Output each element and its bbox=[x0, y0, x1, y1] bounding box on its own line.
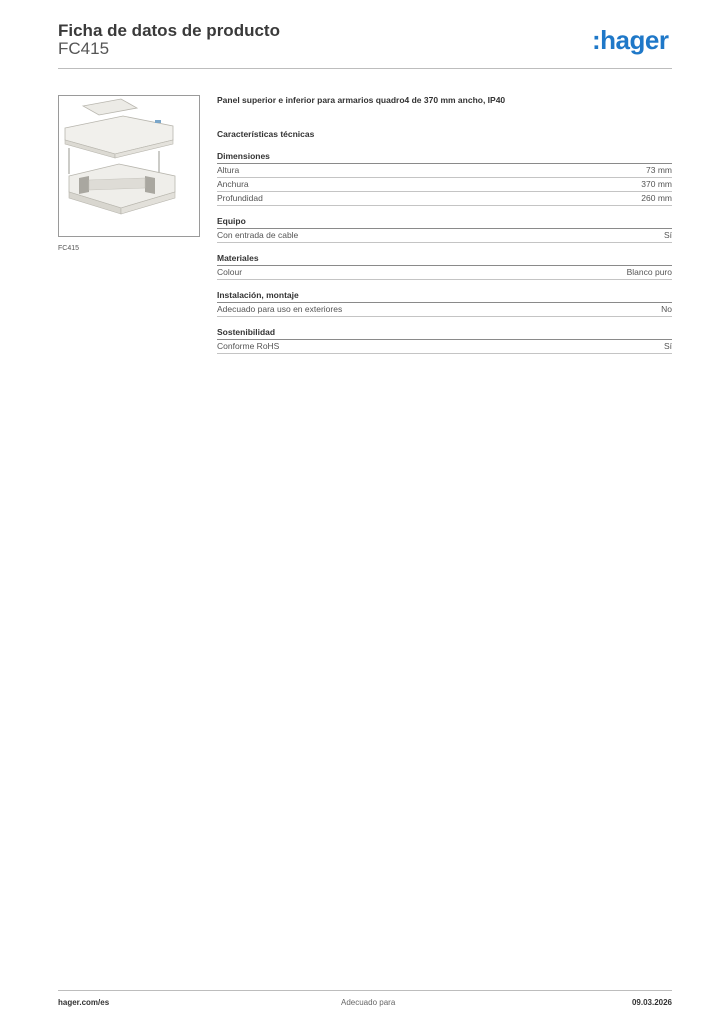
spec-row bbox=[217, 192, 672, 206]
section-materiales bbox=[217, 253, 672, 280]
footer-website-link[interactable]: hager.com/es bbox=[58, 998, 110, 1007]
section-equipo bbox=[217, 216, 672, 243]
spec-row bbox=[217, 178, 672, 192]
product-description: Panel superior e inferior para armarios quadro4 de 370 mm ancho, IP40 bbox=[217, 95, 506, 105]
technical-title: Características técnicas bbox=[217, 129, 315, 139]
spec-row bbox=[217, 340, 672, 354]
footer-divider bbox=[58, 990, 672, 991]
spec-label: Adecuado para uso en exteriores bbox=[217, 304, 343, 314]
section-title: Instalación, montaje bbox=[217, 290, 672, 303]
spec-row bbox=[217, 266, 672, 280]
spec-value: Blanco puro bbox=[626, 267, 672, 277]
product-code: FC415 bbox=[58, 39, 110, 58]
section-title: Sostenibilidad bbox=[217, 327, 672, 340]
product-image bbox=[58, 95, 200, 237]
spec-row bbox=[217, 229, 672, 243]
spec-row bbox=[217, 303, 672, 317]
spec-label: Conforme RoHS bbox=[217, 341, 280, 351]
spec-value: 260 mm bbox=[641, 193, 672, 203]
footer-center-text: Adecuado para bbox=[341, 998, 396, 1007]
spec-label: Altura bbox=[217, 165, 240, 175]
section-sostenibilidad bbox=[217, 327, 672, 354]
section-title: Equipo bbox=[217, 216, 672, 229]
spec-value: No bbox=[661, 304, 672, 314]
spec-value: 370 mm bbox=[641, 179, 672, 189]
spec-value: Sí bbox=[663, 341, 672, 351]
product-illustration bbox=[59, 96, 199, 236]
section-instalacion bbox=[217, 290, 672, 317]
technical-content bbox=[217, 95, 672, 364]
section-title: Dimensiones bbox=[217, 151, 672, 164]
spec-row bbox=[217, 164, 672, 178]
spec-value: 73 mm bbox=[646, 165, 672, 175]
spec-label: Anchura bbox=[217, 179, 249, 189]
spec-label: Con entrada de cable bbox=[217, 230, 299, 240]
header-title: Ficha de datos de producto bbox=[58, 21, 280, 40]
spec-label: Profundidad bbox=[217, 193, 263, 203]
section-title: Materiales bbox=[217, 253, 672, 266]
hager-logo: :hager bbox=[592, 25, 669, 55]
image-caption: FC415 bbox=[58, 245, 80, 252]
section-dimensiones bbox=[217, 151, 672, 206]
footer-date: 09.03.2026 bbox=[631, 998, 672, 1007]
spec-label: Colour bbox=[217, 267, 243, 277]
spec-value: Sí bbox=[663, 230, 672, 240]
header-divider bbox=[58, 68, 672, 69]
